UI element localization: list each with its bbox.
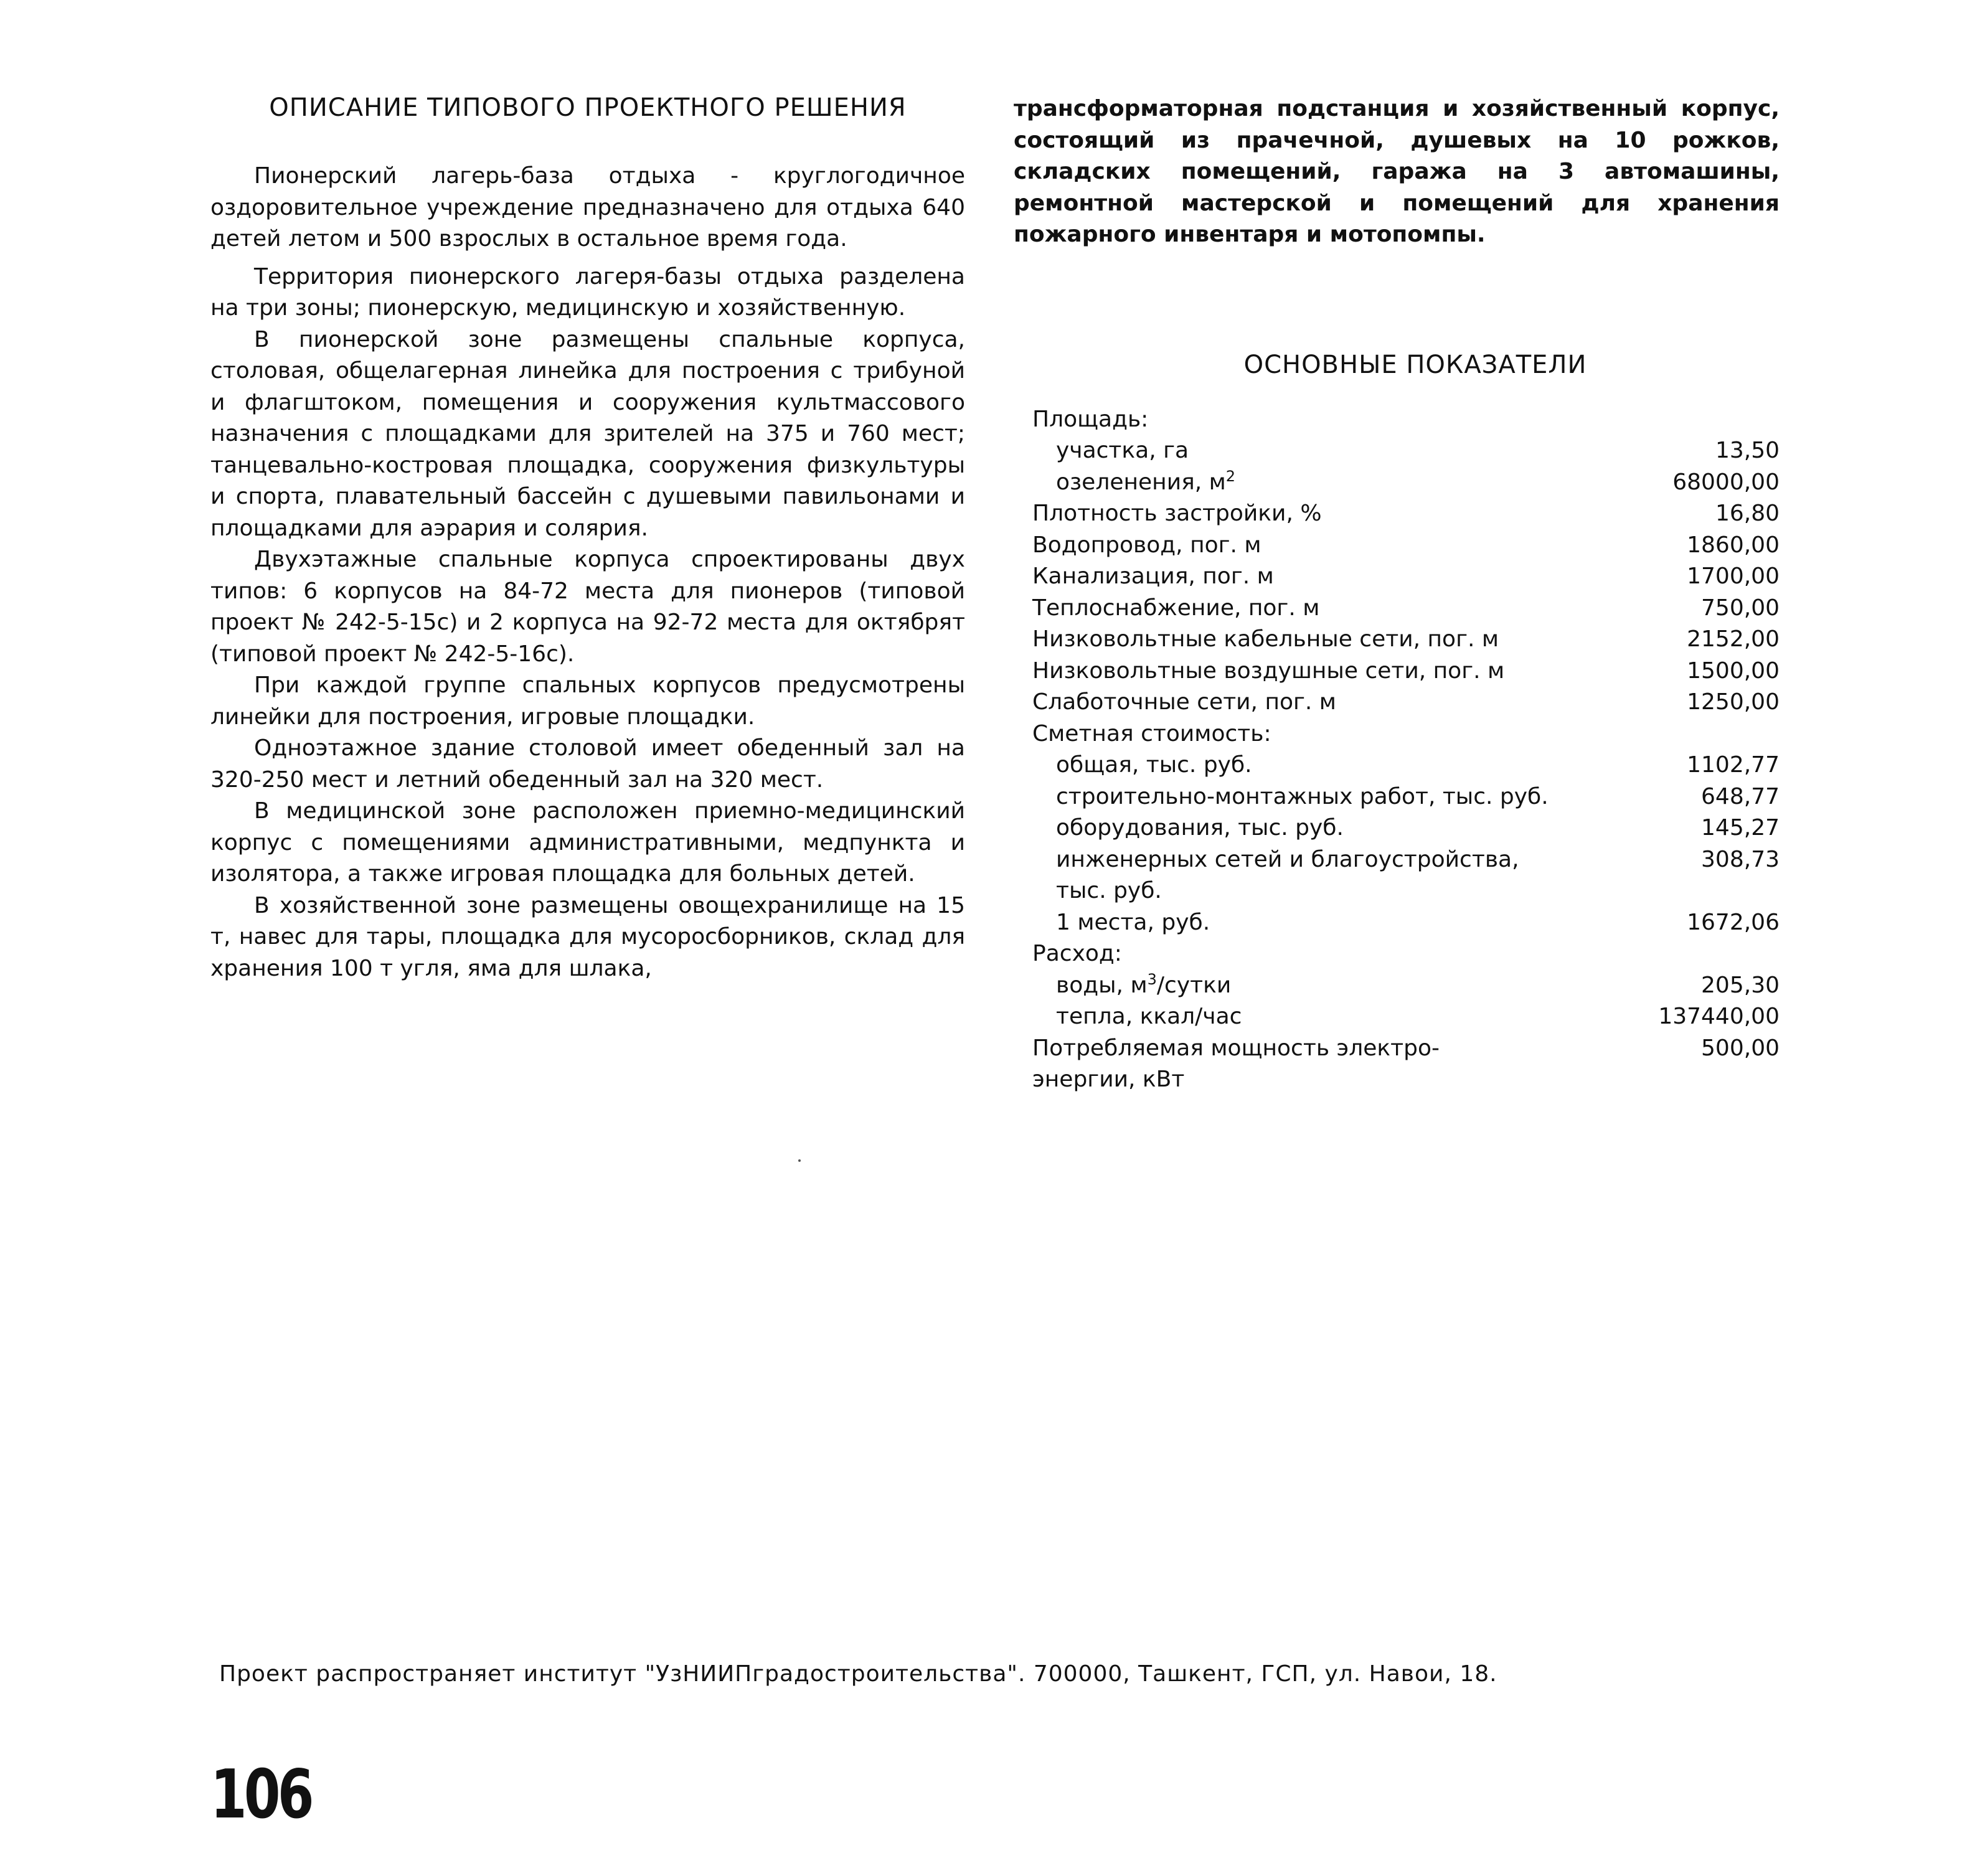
description-title: ОПИСАНИЕ ТИПОВОГО ПРОЕКТНОГО РЕШЕНИЯ [269,93,907,122]
indicator-row [1014,404,1780,436]
indicator-label: Потребляемая мощность электро- [1032,1035,1440,1061]
indicator-row [1014,875,1780,907]
indicator-label-text: воды, м [1056,972,1148,998]
indicator-row [1014,781,1780,813]
indicator-row [1014,938,1780,970]
indicator-value: 308,73 [1701,846,1780,872]
indicator-value: 1102,77 [1687,752,1780,778]
indicator-label: Низковольтные кабельные сети, пог. м [1032,626,1499,652]
indicator-row [1014,656,1780,687]
indicator-row [1014,844,1780,876]
indicator-value: 1860,00 [1687,532,1780,558]
indicator-value: 1500,00 [1687,658,1780,684]
superscript: 2 [1225,467,1236,485]
indicator-row [1014,687,1780,719]
paragraph-groups: При каждой группе спальных корпусов предусмотрены линейки для построения, игровые площадки. [210,672,965,730]
indicator-label: Плотность застройки, % [1032,501,1322,526]
indicator-row [1014,970,1780,1002]
indicators-table [1014,404,1780,1096]
indicator-label: Сметная стоимость: [1032,720,1271,747]
indicator-label-text: /сутки [1156,972,1232,998]
indicator-label: Слаботочные сети, пог. м [1032,689,1336,715]
indicator-row [1014,750,1780,781]
indicator-value: 750,00 [1701,595,1780,621]
indicator-row [1014,561,1780,593]
indicator-row [1014,1033,1780,1065]
indicator-label: 1 места, руб. [1056,909,1210,935]
paragraph-zones: Территория пионерского лагеря-базы отдыха разделена на три зоны; пионерскую, медицинскую и хозяйственную. [210,263,965,321]
print-speck [798,1159,801,1162]
indicator-label [1014,970,1231,1002]
indicator-value: 145,27 [1701,815,1780,841]
paragraph-utility-zone: В хозяйственной зоне размещены овощехранилище на 15 т, навес для тары, площадка для мусоросборников, склад для хранения 100 т угля, яма для шлака, [210,892,965,981]
indicator-row [1014,530,1780,562]
indicator-row [1014,435,1780,467]
paragraph-intro: Пионерский лагерь-база отдыха - круглогодичное оздоровительное учреждение предназначено для отдыха 640 детей летом и 500 взрослых в остальное время года. [210,163,965,252]
indicator-row [1014,1001,1780,1033]
indicator-label: Теплоснабжение, пог. м [1032,595,1320,621]
indicator-label-text: озеленения, м [1056,469,1226,495]
indicator-value: 500,00 [1701,1035,1780,1061]
indicator-value: 1672,06 [1687,909,1780,935]
indicator-value: 2152,00 [1687,626,1780,652]
indicator-value: 205,30 [1701,972,1780,998]
indicators-title: ОСНОВНЫЕ ПОКАЗАТЕЛИ [1243,350,1587,379]
indicator-row [1014,498,1780,530]
page-number: 106 [210,1756,311,1834]
paragraph-dormitories: Двухэтажные спальные корпуса спроектированы двух типов: 6 корпусов на 84-72 места для пионеров (типовой проект № 242-5-15с) и 2 корпуса на 92-72 места для октябрят (типовой проект № 242-5-16с). [210,547,965,667]
indicator-label: инженерных сетей и благоустройства, [1056,846,1519,872]
indicator-label: участка, га [1056,438,1189,463]
indicator-row [1014,813,1780,844]
indicator-label: Водопровод, пог. м [1032,532,1261,558]
indicator-value: 1700,00 [1687,563,1780,589]
indicator-row [1014,1064,1780,1096]
paragraph-canteen: Одноэтажное здание столовой имеет обеденный зал на 320-250 мест и летний обеденный зал на 320 мест. [210,735,965,793]
paragraph-medical-zone: В медицинской зоне расположен приемно-медицинский корпус с помещениями административными, медпункта и изолятора, а также игровая площадка для больных детей. [210,798,965,887]
right-column [1014,93,1780,1096]
indicator-value: 648,77 [1701,783,1780,809]
paragraph-continuation: трансформаторная подстанция и хозяйственный корпус, состоящий из прачечной, душевых на 10 рожков, складских помещений, гаража на 3 автомашины, ремонтной мастерской и помещений для хранения пожарного инвентаря и мотопомпы. [1014,96,1780,247]
paragraph-pioneer-zone: В пионерской зоне размещены спальные корпуса, столовая, общелагерная линейка для построения с трибуной и флагштоком, помещения и сооружения культмассового назначения с площадками для зрителей на 375 и 760 мест; танцевально-костровая площадка, сооружения физкультуры и спорта, плавательный бассейн с душевыми павильонами и площадками для аэрария и солярия. [210,326,965,541]
indicator-value: 68000,00 [1672,469,1780,495]
indicator-row [1014,467,1780,499]
indicator-value: 1250,00 [1687,689,1780,715]
indicator-label [1014,467,1235,499]
indicator-label: Канализация, пог. м [1032,563,1274,589]
indicator-value: 13,50 [1715,438,1780,463]
footer-note: Проект распространяет институт "УзНИИПградостроительства". 700000, Ташкент, ГСП, ул. Навои, 18. [219,1661,1497,1687]
indicator-row [1014,624,1780,656]
indicator-value: 16,80 [1715,501,1780,526]
indicator-value: 137440,00 [1658,1004,1780,1029]
indicator-row [1014,719,1780,750]
indicator-label: Низковольтные воздушные сети, пог. м [1032,658,1505,684]
indicator-label: Расход: [1032,941,1122,966]
indicator-label: общая, тыс. руб. [1056,752,1252,778]
superscript: 3 [1147,970,1157,988]
indicator-row [1014,593,1780,625]
left-column [210,93,965,984]
indicator-label: строительно-монтажных работ, тыс. руб. [1056,783,1549,809]
indicator-label: Площадь: [1032,406,1149,432]
indicator-label: оборудования, тыс. руб. [1056,815,1344,841]
indicator-row [1014,907,1780,939]
indicator-label: энергии, кВт [1032,1067,1185,1092]
indicator-label: тепла, ккал/час [1056,1004,1242,1029]
indicator-label: тыс. руб. [1056,878,1162,903]
